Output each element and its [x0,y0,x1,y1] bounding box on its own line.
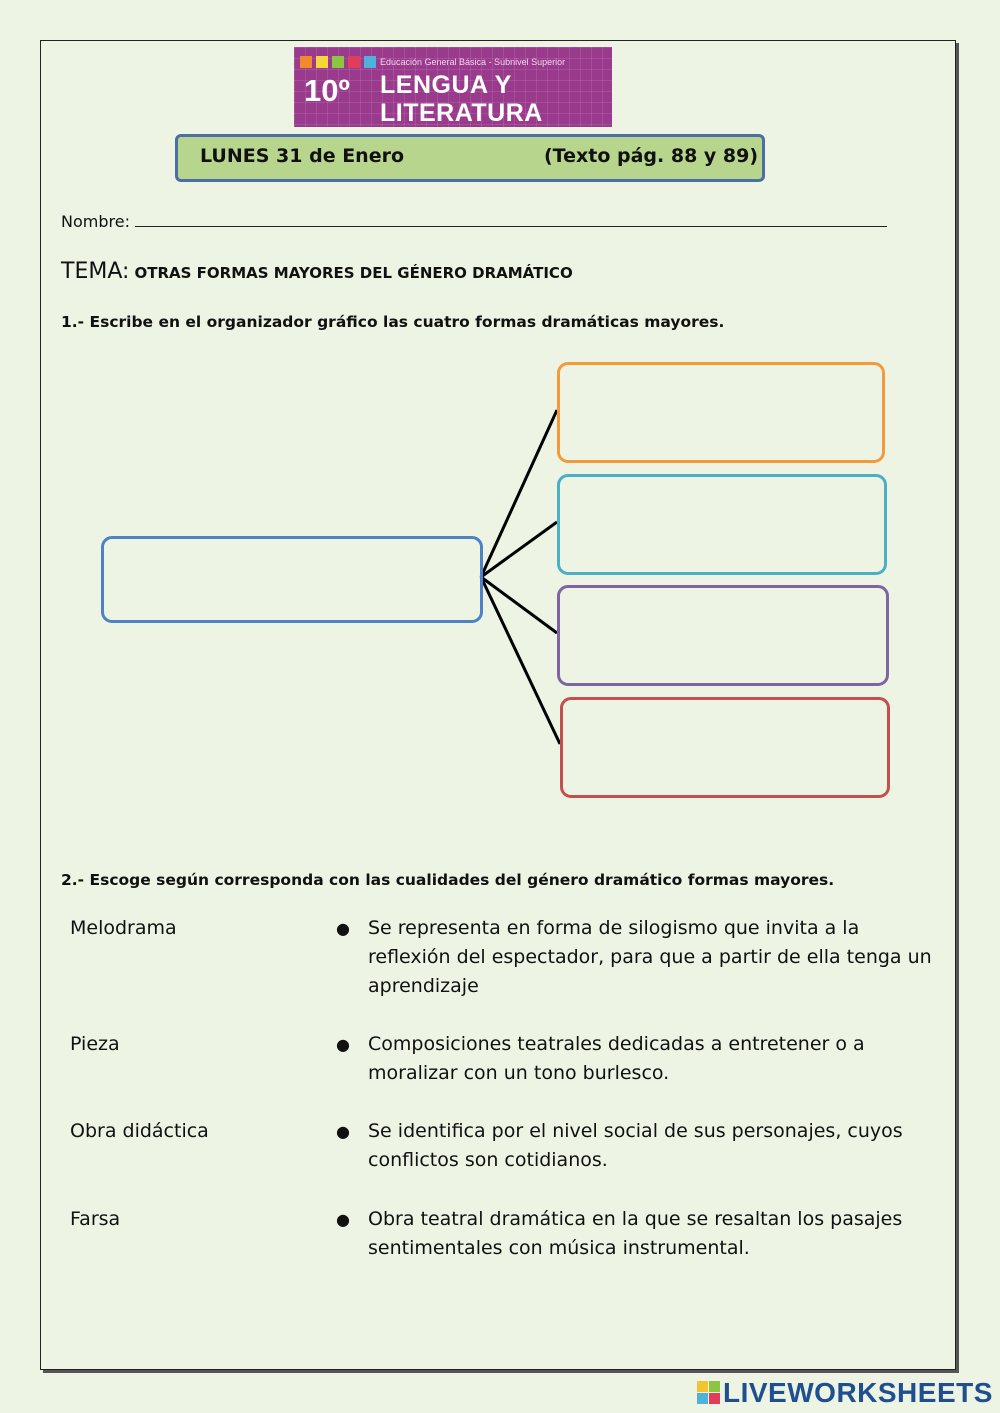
connector-line-4 [481,577,560,744]
liveworksheets-brand: LIVEWORKSHEETS [723,1377,993,1408]
question-1: 1.- Escribe en el organizador gráfico las cuatro formas dramáticas mayores. [61,313,725,331]
liveworksheets-logo [697,1377,993,1409]
matching-definition[interactable]: Se identifica por el nivel social de sus personajes, cuyos conflictos son cotidianos. [368,1120,903,1171]
matching-definition[interactable]: Obra teatral dramática en la que se resaltan los pasajes sentimentales con música instrumental. [368,1208,903,1259]
organizer-answer-box-2[interactable] [557,474,887,575]
subject-title-line2: LITERATURA [380,99,543,127]
organizer-answer-box-1[interactable] [557,362,885,463]
matching-term[interactable]: Farsa [70,1208,121,1230]
text-reference: (Texto pág. 88 y 89) [544,145,759,167]
grade-label: 10º [304,73,350,108]
banner-subtitle: Educación General Básica - Subnivel Superior [380,57,566,67]
organizer-answer-box-3[interactable] [557,585,889,686]
matching-term[interactable]: Pieza [70,1033,120,1055]
question-2: 2.- Escoge según corresponda con las cualidades del género dramático formas mayores. [61,871,835,889]
matching-definition[interactable]: Composiciones teatrales dedicadas a entretener o a moralizar con un tono burlesco. [368,1033,865,1084]
bullet-icon: ● [336,919,350,938]
date-label: LUNES 31 de Enero [200,145,405,167]
organizer-answer-box-4[interactable] [560,697,890,798]
topic-value: OTRAS FORMAS MAYORES DEL GÉNERO DRAMÁTICO [134,264,573,282]
topic-label: TEMA: [61,259,130,284]
connector-line-1 [481,410,557,577]
bullet-icon: ● [336,1035,350,1054]
matching-term[interactable]: Obra didáctica [70,1120,209,1142]
matching-definition[interactable]: Se representa en forma de silogismo que invita a la reflexión del espectador, para que a partir de ella tenga un aprendizaje [368,917,932,997]
matching-term[interactable]: Melodrama [70,917,177,939]
bullet-icon: ● [336,1210,350,1229]
subject-title-line1: LENGUA Y [380,71,512,99]
liveworksheets-icon [697,1381,721,1405]
organizer-main-box[interactable] [101,536,483,623]
name-label: Nombre: [61,212,130,231]
bullet-icon: ● [336,1122,350,1141]
connector-line-3 [481,577,557,633]
